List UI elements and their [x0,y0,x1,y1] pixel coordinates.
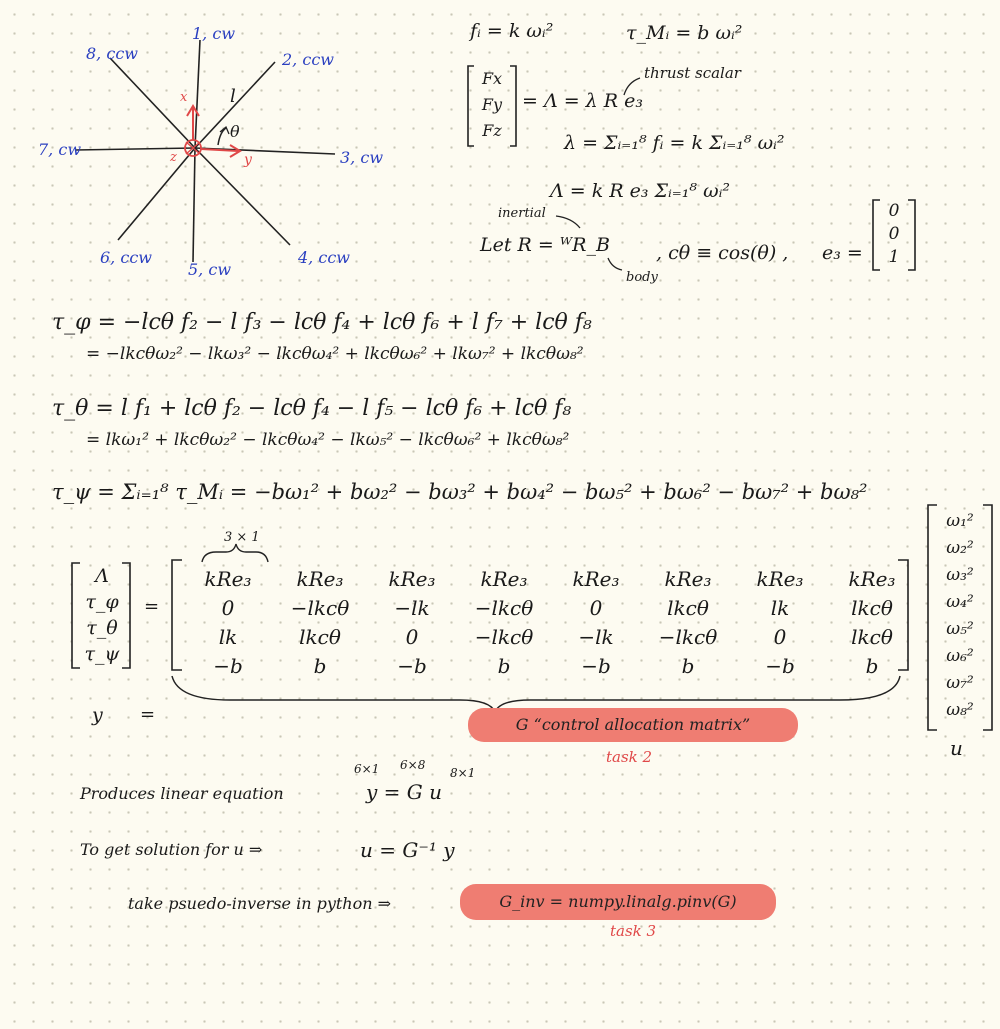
rotor-label-1: 1, cw [192,24,236,43]
rotation-definition: Let R = ᵂR_B [480,234,610,256]
solution-text: To get solution for u ⇒ [80,840,263,859]
y-label: y [92,704,103,726]
omega-entry: ω₈² [946,700,974,720]
matrix-cell: −lkcθ [474,595,534,620]
output-tau-theta: τ_θ [86,617,118,639]
rotor-label-3: 3, cw [340,148,384,167]
output-tau-psi: τ_ψ [84,643,120,665]
matrix-cell: −lkcθ [658,624,718,649]
pinv-pill: G_inv = numpy.linalg.pinv(G) [460,884,776,920]
allocation-matrix [182,564,918,680]
force-vector [476,66,508,144]
matrix-cell: −lk [578,624,614,649]
tau-phi-force-form: τ_φ = −lcθ f₂ − l f₃ − lcθ f₄ + lcθ f₆ + l f₇ + lcθ f₈ [52,310,592,335]
thrust-scalar-note: thrust scalar [644,64,741,82]
rotor-label-6: 6, ccw [100,248,152,267]
pinv-text: take psuedo-inverse in python ⇒ [128,894,392,913]
matrix-cell: −lkcθ [474,624,534,649]
matrix-cell: kRe₃ [572,566,620,591]
thrust-equation: fᵢ = k ωᵢ² [470,20,554,42]
matrix-cell: kRe₃ [664,566,712,591]
matrix-cell: 0 [221,595,235,620]
omega-entry: ω₆² [946,646,974,666]
u-label: u [950,736,963,760]
moment-equation: τ_Mᵢ = b ωᵢ² [626,22,743,44]
omega-entry: ω₄² [946,592,974,612]
dim-y: 6×1 [354,762,380,776]
output-tau-phi: τ_φ [85,591,119,613]
matrix-cell: −b [581,653,611,678]
inertial-label: inertial [498,206,546,221]
task-3-label: task 3 [610,922,657,940]
matrix-cell: kRe₃ [848,566,896,591]
matrix-cell: −lk [394,595,430,620]
matrix-equals: = [144,596,160,617]
output-vector [82,563,122,667]
force-y: Fy [481,95,503,114]
Lambda-equation: Λ = k R e₃ Σᵢ₌₁⁸ ωᵢ² [550,180,731,202]
matrix-cell: lkcθ [851,595,893,620]
dimension-note: 3 × 1 [224,530,260,545]
arm-6 [118,148,195,240]
rotor-label-7: 7, cw [38,140,82,159]
matrix-cell: −b [765,653,795,678]
tau-theta-force-form: τ_θ = l f₁ + lcθ f₂ − lcθ f₄ − l f₅ − lcθ f₆ + lcθ f₈ [52,396,572,421]
omega-entry: ω₇² [946,673,974,693]
omega-entry: ω₅² [946,619,974,639]
tau-phi-omega-form: = −lkcθω₂² − lkω₃² − lkcθω₄² + lkcθω₆² + lkω₇² + lkcθω₈² [86,344,584,364]
rotor-label-2: 2, ccw [282,50,334,69]
matrix-cell: lkcθ [667,595,709,620]
y-equals: = [140,704,156,725]
matrix-cell: b [681,653,695,678]
omega-entry: ω₂² [946,538,974,558]
matrix-cell: kRe₃ [756,566,804,591]
matrix-cell: −b [213,653,243,678]
matrix-cell: lk [218,624,238,649]
x-axis-label: x [180,90,188,105]
force-rhs: = Λ = λ R e₃ [522,90,643,112]
matrix-cell: −lkcθ [290,595,350,620]
matrix-cell: b [313,653,327,678]
matrix-cell: kRe₃ [296,566,344,591]
produces-text: Produces linear equation [80,784,284,803]
e3-vector [882,200,906,269]
arm-1 [195,40,200,148]
e3-entry-1: 0 [888,201,900,221]
matrix-cell: 0 [773,624,787,649]
matrix-cell: 0 [589,595,603,620]
force-z: Fz [482,121,502,140]
rotor-label-8: 8, ccw [86,44,138,63]
theta-label: θ [230,122,240,141]
dim-u: 8×1 [450,766,476,780]
matrix-cell: kRe₃ [480,566,528,591]
force-x: Fx [481,69,503,88]
matrix-cell: 0 [405,624,419,649]
rotor-label-5: 5, cw [188,260,232,279]
arm-4 [195,148,290,245]
task-2-label: task 2 [606,748,653,766]
arm-5 [193,148,195,262]
control-allocation-pill: G “control allocation matrix” [468,708,798,742]
e3-entry-2: 0 [888,224,900,244]
ctheta-definition: , cθ ≡ cos(θ) , [656,242,789,264]
matrix-cell: lk [770,595,790,620]
dim-G: 6×8 [400,758,426,772]
matrix-cell: b [865,653,879,678]
matrix-cell: kRe₃ [204,566,252,591]
matrix-cell: −b [397,653,427,678]
omega-vector [937,508,983,724]
arm-length-label: l [230,86,236,107]
rotor-label-4: 4, ccw [298,248,350,267]
z-axis-label: z [170,150,177,165]
tau-psi-equation: τ_ψ = Σᵢ₌₁⁸ τ_Mᵢ = −bω₁² + bω₂² − bω₃² + bω₄² − bω₅² + bω₆² − bω₇² + bω₈² [52,480,868,504]
omega-entry: ω₁² [946,511,974,531]
lambda-equation: λ = Σᵢ₌₁⁸ fᵢ = k Σᵢ₌₁⁸ ωᵢ² [564,132,785,154]
e3-label: e₃ = [822,242,863,264]
matrix-cell: lkcθ [299,624,341,649]
arm-7 [75,148,195,150]
solution-equation: u = G⁻¹ y [360,838,455,862]
e3-entry-3: 1 [888,247,900,267]
tau-theta-omega-form: = lkω₁² + lkcθω₂² − lkcθω₄² − lkω₅² − lkcθω₆² + lkcθω₈² [86,430,570,450]
body-label: body [626,270,658,285]
matrix-cell: b [497,653,511,678]
output-Lambda: Λ [95,565,109,587]
omega-entry: ω₃² [946,565,974,585]
matrix-cell: kRe₃ [388,566,436,591]
linear-equation: y = G u [366,780,442,804]
matrix-cell: lkcθ [851,624,893,649]
y-axis-label: y [244,152,252,168]
